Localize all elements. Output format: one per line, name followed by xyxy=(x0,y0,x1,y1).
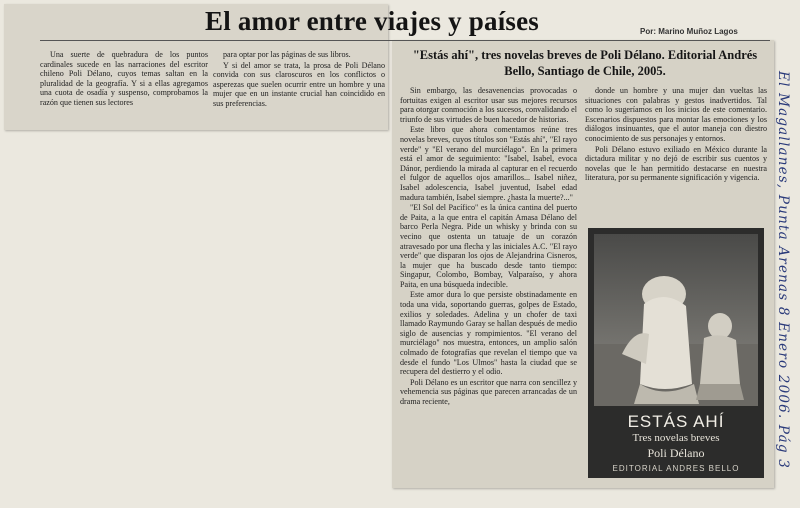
paragraph: "El Sol del Pacífico" es la única cantina del puerto de Paita, a la que entra el capitán Amasa Délano del barco Perla Negra. Pide un whisky y brinda con su vecino que ostenta un tatuaje de un corazón atravesado por una flecha y las iniciales A.C. "El rayo verde" que disparan los ojos de Alejandrina Cisneros, la mujer que ha buscado desde tanto tiempo: Singapur, Colombo, Bombay, Valparaíso, y ahora Paita, en una búsqueda indecible. xyxy=(400,203,577,289)
paragraph: para optar por las páginas de sus libros. xyxy=(223,50,351,59)
column-1 xyxy=(40,50,208,108)
cover-illustration xyxy=(594,234,758,406)
paragraph: Poli Délano es un escritor que narra con sencillez y vehemencia sus páginas que parecen arrancadas de un drama reciente, xyxy=(400,377,577,406)
paragraph: Este libro que ahora comentamos reúne tres novelas breves, cuyos títulos son "Estás ahí", "El rayo verde" y "El verano del murciélago". En la primera está el amor de seguimiento: "Isabel, Isabel, evoca Dánor, perdiendo la mirada al capturar en el recuerdo el fulgor de aquellos ojos amarillos... Isabel niñez, Isabel adolescencia, Isabel juventud, Isabel edad madura también, Isabel siempre. ¿hasta la muerte?..." xyxy=(400,125,577,202)
book-cover xyxy=(588,228,764,478)
paragraph: Y si del amor se trata, la prosa de Poli Délano convida con sus claroscuros en los conflictos o asperezas que suelen ocurrir entre un hombre y una mujer que en un instante crucial han coincidido en sus preferencias. xyxy=(213,60,385,108)
column-2 xyxy=(213,50,385,109)
book-subtitle: Tres novelas breves xyxy=(632,432,720,444)
paragraph: Una suerte de quebradura de los puntos cardinales sucede en las narraciones del escritor chileno Poli Délano, cuyos temas saltan en la pluralidad de la geografía. Y si a ellas agregamos una cuota de osadía y suspenso, comprobamos la razón que tienen sus lectores xyxy=(40,50,208,107)
paragraph: Sin embargo, las desavenencias provocadas o fortuitas exigen al escritor usar sus mejores recursos para otorgar conmoción a los sucesos, convalidando el triunfo de sus virtudes de buen hacedor de historias. xyxy=(400,86,577,124)
column-3 xyxy=(400,86,577,407)
book-publisher: EDITORIAL ANDRES BELLO xyxy=(612,464,740,473)
paragraph: Poli Délano estuvo exiliado en México durante la dictadura militar y no dejó de escribir sus cuentos y novelas que le han permitido destacarse en nuestra literatura, por su permanente significación y vigencia. xyxy=(585,144,767,183)
subheadline: "Estás ahí", tres novelas breves de Poli Délano. Editorial Andrés Bello, Santiago de Chile, 2005. xyxy=(412,48,758,78)
book-author: Poli Délano xyxy=(647,446,705,460)
headline: El amor entre viajes y países xyxy=(205,6,540,36)
handwritten-note-text: El Magallanes, Punta Arenas 8 Enero 2006. Pág 3 xyxy=(775,71,791,469)
paragraph: donde un hombre y una mujer dan vueltas las situaciones con palabras y gestos inadvertidos. Tal como lo sugeríamos en los inicios de este comentario. Escenarios dispuestos para montar las emociones y los diálogos insinuantes, que el autor maneja con diestro conocimiento de sus personajes y entornos. xyxy=(585,86,767,143)
divider xyxy=(40,40,770,41)
handwritten-note xyxy=(772,40,794,500)
paragraph: Este amor dura lo que persiste obstinadamente en toda una vida, soportando guerras, golpes de Estado, exilios y soledades. Adelina y un chofer de taxi llamado Raymundo Garay se hallan después de medio siglo de ausencias y rompimientos. "El verano del murciélago" nos muestra, entonces, un amplio salón colmado de fotografías que revelan el tiempo que va desde el fundo "Los Ulmos" hasta la ciudad que se recupera del destierro y el odio. xyxy=(400,290,577,377)
book-title: ESTÁS AHÍ xyxy=(627,412,725,431)
column-4 xyxy=(585,86,767,183)
byline: Por: Marino Muñoz Lagos xyxy=(640,27,738,36)
